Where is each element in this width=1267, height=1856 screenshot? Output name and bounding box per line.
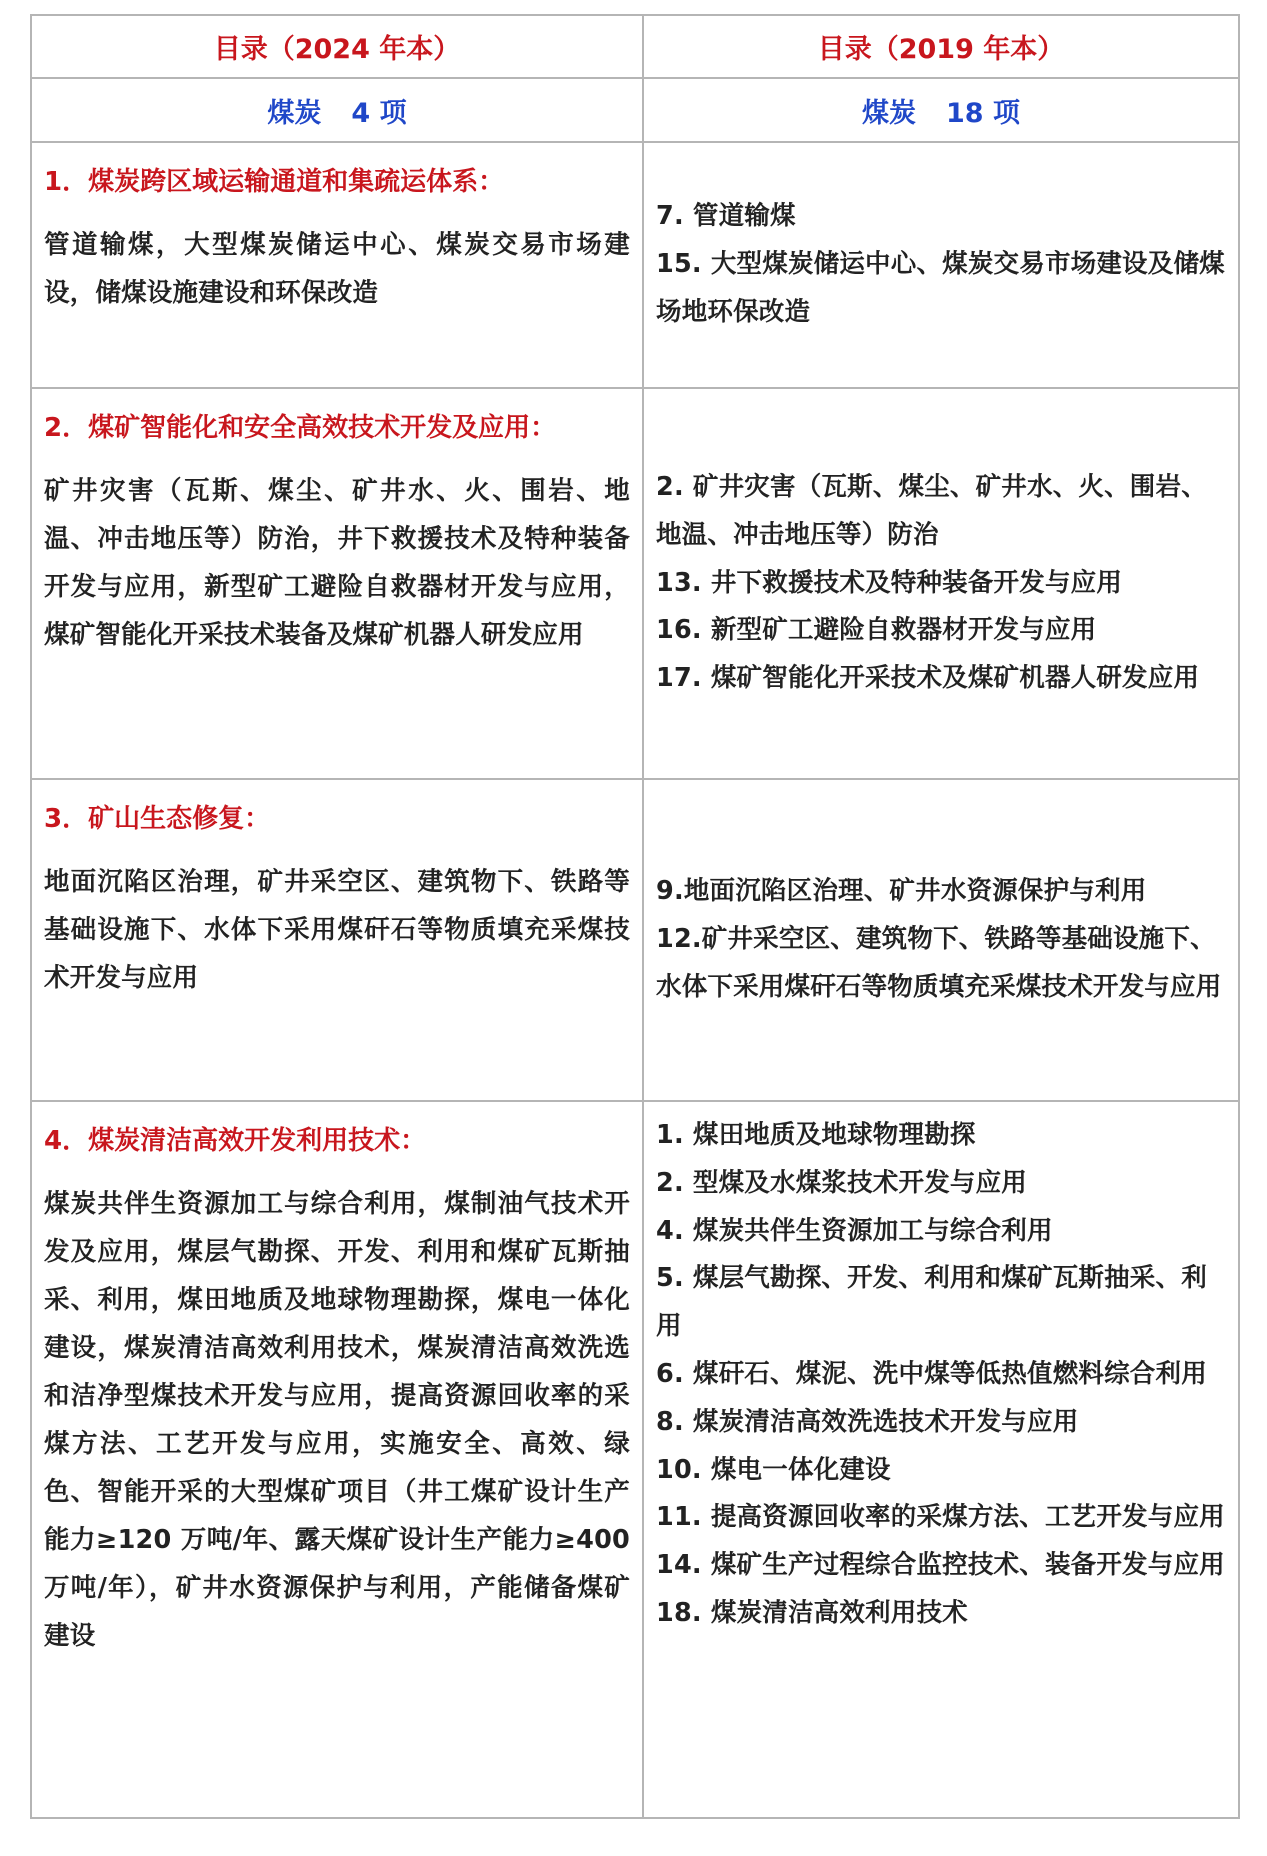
header-2024: 目录（2024 年本） [31, 15, 643, 78]
list-item: 14. 煤矿生产过程综合监控技术、装备开发与应用 [656, 1550, 1225, 1581]
section-row-4 [31, 1101, 1239, 1818]
list-item: 9.地面沉陷区治理、矿井水资源保护与利用 [656, 876, 1147, 907]
section-2019-4 [643, 1101, 1239, 1818]
header-row [31, 15, 1239, 78]
list-item: 17. 煤矿智能化开采技术及煤矿机器人研发应用 [656, 663, 1200, 694]
list-item: 18. 煤炭清洁高效利用技术 [656, 1597, 968, 1628]
section-2024-1 [31, 142, 643, 388]
section-title: 2．煤矿智能化和安全高效技术开发及应用： [44, 413, 557, 443]
section-row-1 [31, 142, 1239, 388]
list-item: 1. 煤田地质及地球物理勘探 [656, 1120, 976, 1150]
list-item: 5. 煤层气勘探、开发、利用和煤矿瓦斯抽采、利用 [656, 1263, 1207, 1342]
section-row-2 [31, 388, 1239, 779]
section-2019-2 [643, 388, 1239, 779]
list-item: 2. 矿井灾害（瓦斯、煤尘、矿井水、火、围岩、地温、冲击地压等）防治 [656, 472, 1207, 550]
section-2019-1 [643, 142, 1239, 388]
section-title: 3．矿山生态修复： [44, 804, 271, 834]
count-2019 [643, 78, 1239, 142]
category-label-2024: 煤炭 [267, 97, 322, 129]
section-body: 矿井灾害（瓦斯、煤尘、矿井水、火、围岩、地温、冲击地压等）防治，井下救援技术及特种装备开发与应用，新型矿工避险自救器材开发与应用，煤矿智能化开采技术装备及煤矿机器人研发应用 [44, 476, 630, 650]
section-2019-3 [643, 779, 1239, 1101]
section-row-3 [31, 779, 1239, 1101]
list-item: 13. 井下救援技术及特种装备开发与应用 [656, 567, 1123, 598]
section-2024-3 [31, 779, 643, 1101]
section-body: 煤炭共伴生资源加工与综合利用，煤制油气技术开发及应用，煤层气勘探、开发、利用和煤矿瓦斯抽采、利用，煤田地质及地球物理勘探，煤电一体化建设，煤炭清洁高效利用技术，煤炭清洁高效洗选和洁净型煤技术开发与应用，提高资源回收率的采煤方法、工艺开发与应用，实施安全、高效、绿色、智能开采的大型煤矿项目（井工煤矿设计生产能力≥120 万吨/年、露天煤矿设计生产能力≥400 万吨/年），矿井水资源保护与利用，产能储备煤矿建设 [44, 1189, 630, 1651]
section-title: 1．煤炭跨区域运输通道和集疏运体系： [44, 167, 505, 197]
section-title: 4．煤炭清洁高效开发利用技术： [44, 1126, 427, 1156]
list-item: 11. 提高资源回收率的采煤方法、工艺开发与应用 [656, 1502, 1225, 1533]
catalog-comparison-table [30, 14, 1240, 1819]
header-2019: 目录（2019 年本） [643, 15, 1239, 78]
section-body: 地面沉陷区治理，矿井采空区、建筑物下、铁路等基础设施下、水体下采用煤矸石等物质填充采煤技术开发与应用 [44, 867, 630, 993]
category-label-2019: 煤炭 [862, 97, 916, 129]
list-item: 4. 煤炭共伴生资源加工与综合利用 [656, 1215, 1053, 1246]
count-2024 [31, 78, 643, 142]
list-item: 16. 新型矿工避险自救器材开发与应用 [656, 615, 1097, 646]
list-item: 10. 煤电一体化建设 [656, 1454, 891, 1485]
count-row [31, 78, 1239, 142]
section-2024-2 [31, 388, 643, 779]
section-body: 管道输煤，大型煤炭储运中心、煤炭交易市场建设，储煤设施建设和环保改造 [44, 230, 630, 308]
list-item: 6. 煤矸石、煤泥、洗中煤等低热值燃料综合利用 [656, 1358, 1207, 1389]
list-item: 12.矿井采空区、建筑物下、铁路等基础设施下、水体下采用煤矸石等物质填充采煤技术开发与应用 [656, 924, 1222, 1002]
list-item: 2. 型煤及水煤浆技术开发与应用 [656, 1167, 1028, 1198]
list-item: 7. 管道输煤 [656, 201, 796, 232]
section-2024-4 [31, 1101, 643, 1818]
item-count-2019: 18 项 [946, 97, 1020, 129]
list-item: 8. 煤炭清洁高效洗选技术开发与应用 [656, 1406, 1079, 1437]
item-count-2024: 4 项 [351, 97, 407, 129]
list-item: 15. 大型煤炭储运中心、煤炭交易市场建设及储煤场地环保改造 [656, 249, 1225, 327]
